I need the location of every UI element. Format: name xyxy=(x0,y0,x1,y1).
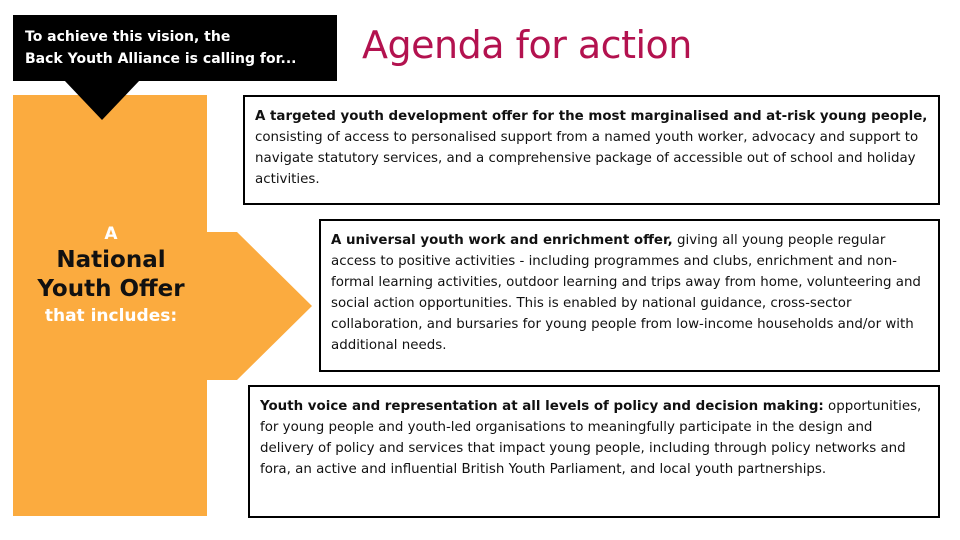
card-body: giving all young people regular access to positive activities - including programmes and clubs, enrichment and non-formal learning activities, outdoor learning and trips away from home, volunteering and social action opportunities. This is enabled by national guidance, cross-sector collaboration, and bursaries for young people from low-income households and/or with additional needs. xyxy=(331,233,921,353)
callout-line-2: Back Youth Alliance is calling for... xyxy=(25,51,297,67)
offer-name-line-2: Youth Offer xyxy=(37,276,185,302)
universal-offer-card xyxy=(319,219,940,372)
card-body: opportunities, for young people and youth-led organisations to meaningfully participate in the design and delivery of policy and services that impact young people, including through policy networks and fora, an active and influential British Youth Parliament, and local youth partnerships. xyxy=(260,399,922,477)
national-youth-offer-label xyxy=(13,222,209,328)
page-title: Agenda for action xyxy=(362,23,692,67)
callout-line-1: To achieve this vision, the xyxy=(25,29,231,45)
offer-name-line-1: National xyxy=(56,247,166,273)
offer-suffix: that includes: xyxy=(44,306,178,326)
targeted-offer-card xyxy=(243,95,940,205)
card-body: consisting of access to personalised support from a named youth worker, advocacy and support to navigate statutory services, and a comprehensive package of accessible out of school and holiday activities. xyxy=(255,130,919,187)
card-lead: A universal youth work and enrichment offer, xyxy=(331,233,673,248)
callout-pointer xyxy=(64,80,140,120)
card-lead: Youth voice and representation at all levels of policy and decision making: xyxy=(260,399,824,414)
card-lead: A targeted youth development offer for the most marginalised and at-risk young people, xyxy=(255,109,928,124)
vision-callout xyxy=(13,15,337,81)
offer-prefix: A xyxy=(104,224,118,244)
youth-voice-card xyxy=(248,385,940,518)
